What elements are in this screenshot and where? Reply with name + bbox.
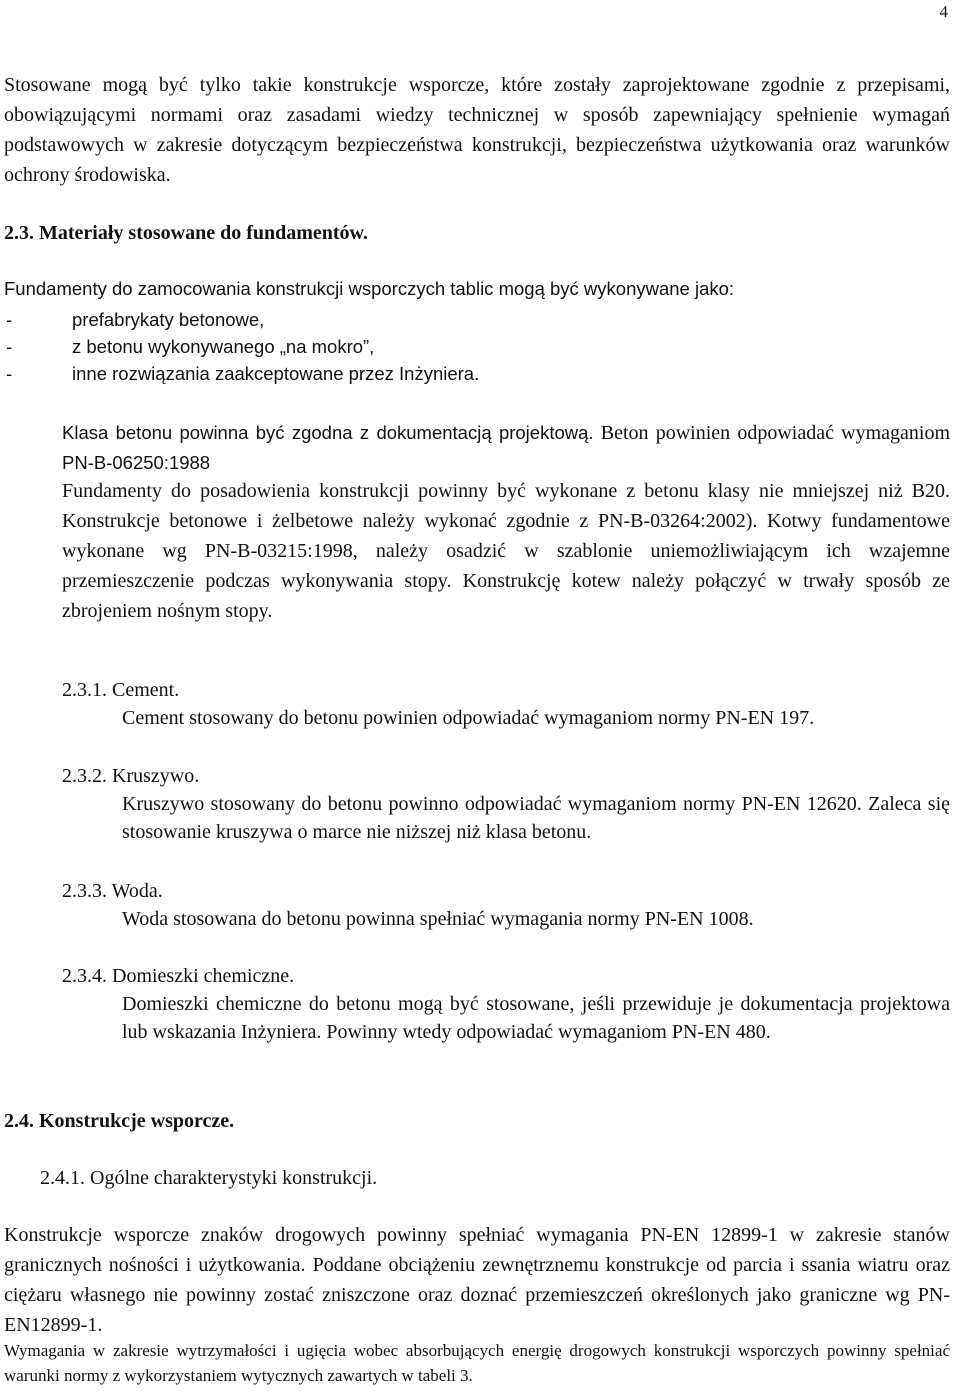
- subsection-cement: [62, 676, 950, 732]
- subsection-body: Domieszki chemiczne do betonu mogą być stosowane, jeśli przewiduje je dokumentacja projektowa lub wskazania Inżyniera. Powinny wtedy odpowiadać wymaganiom PN-EN 480.: [122, 993, 950, 1043]
- section-2-4-1-heading: 2.4.1. Ogólne charakterystyki konstrukcji.: [40, 1167, 378, 1189]
- list-item-text: z betonu wykonywanego „na mokro”,: [72, 336, 375, 357]
- requirements-paragraph: Wymagania w zakresie wytrzymałości i ugięcia wobec absorbujących energię drogowych konstrukcji wsporczych powinny spełniać warunki normy z wykorzystaniem wytycznych zawartych w tabeli 3.: [4, 1341, 950, 1385]
- subsection-body: Woda stosowana do betonu powinna spełniać wymagania normy PN-EN 1008.: [122, 908, 754, 930]
- page-number: 4: [939, 2, 948, 21]
- list-item: [4, 306, 904, 333]
- subsection-title: 2.3.4. Domieszki chemiczne.: [62, 965, 295, 987]
- foundation-construction-paragraph: Fundamenty do posadowienia konstrukcji powinny być wykonane z betonu klasy nie mniejszej niż B20. Konstrukcje betonowe i żelbetowe należy wykonać zgodnie z PN-B-03264:2002). Kotwy fundamentowe wykonane wg PN-B-03215:1998, należy osadzić w szablonie uniemożliwiającym ich wzajemne przemieszczenie podczas wykonywania stopy. Konstrukcję kotew należy połączyć w trwały sposób ze zbrojeniem nośnym stopy.: [62, 480, 950, 622]
- list-item-text: inne rozwiązania zaakceptowane przez Inżyniera.: [72, 363, 480, 384]
- list-dash: -: [6, 336, 13, 357]
- foundations-lead: Fundamenty do zamocowania konstrukcji wsporczych tablic mogą być wykonywane jako:: [4, 278, 735, 299]
- concrete-class-paragraph: [62, 418, 950, 478]
- concrete-norm: PN-B-06250:1988: [62, 452, 211, 473]
- subsection-body: Kruszywo stosowany do betonu powinno odpowiadać wymaganiom normy PN-EN 12620. Zaleca się stosowanie kruszywa o marce nie niższej niż klasa betonu.: [122, 793, 950, 843]
- support-structures-paragraph: Konstrukcje wsporcze znaków drogowych powinny spełniać wymagania PN-EN 12899-1 w zakresie stanów granicznych nośności i użytkowania. Poddane obciążeniu zewnętrznemu konstrukcje od parcia i ssania wiatru oraz ciężaru własnego nie powinny zostać zniszczone oraz doznać przemieszczeń określonych jako graniczne wg PN-EN12899-1.: [4, 1224, 950, 1336]
- subsection-body: Cement stosowany do betonu powinien odpowiadać wymaganiom normy PN-EN 197.: [122, 707, 815, 729]
- list-dash: -: [6, 363, 13, 384]
- list-item-text: prefabrykaty betonowe,: [72, 309, 265, 330]
- subsection-admixtures: [62, 962, 950, 1046]
- concrete-class-sentence: Klasa betonu powinna być zgodna z dokumentacją projektową.: [62, 422, 594, 443]
- intro-paragraph: Stosowane mogą być tylko takie konstrukcje wsporcze, które zostały zaprojektowane zgodnie z przepisami, obowiązującymi normami oraz zasadami wiedzy technicznej w sposób zapewniający spełnienie wymagań podstawowych w zakresie dotyczącym bezpieczeństwa konstrukcji, bezpieczeństwa użytkowania oraz warunków ochrony środowiska.: [4, 74, 950, 186]
- concrete-class-text: Beton powinien odpowiadać wymaganiom: [593, 422, 950, 444]
- subsection-aggregate: [62, 762, 950, 846]
- list-dash: -: [6, 309, 13, 330]
- subsection-title: 2.3.1. Cement.: [62, 679, 180, 701]
- section-2-4-heading: 2.4. Konstrukcje wsporcze.: [4, 1110, 235, 1132]
- subsection-title: 2.3.2. Kruszywo.: [62, 765, 200, 787]
- foundation-types-list: [4, 306, 904, 387]
- subsection-water: [62, 877, 950, 933]
- list-item: [4, 333, 904, 360]
- section-2-3-heading: 2.3. Materiały stosowane do fundamentów.: [4, 222, 368, 244]
- list-item: [4, 360, 904, 387]
- subsection-title: 2.3.3. Woda.: [62, 880, 163, 902]
